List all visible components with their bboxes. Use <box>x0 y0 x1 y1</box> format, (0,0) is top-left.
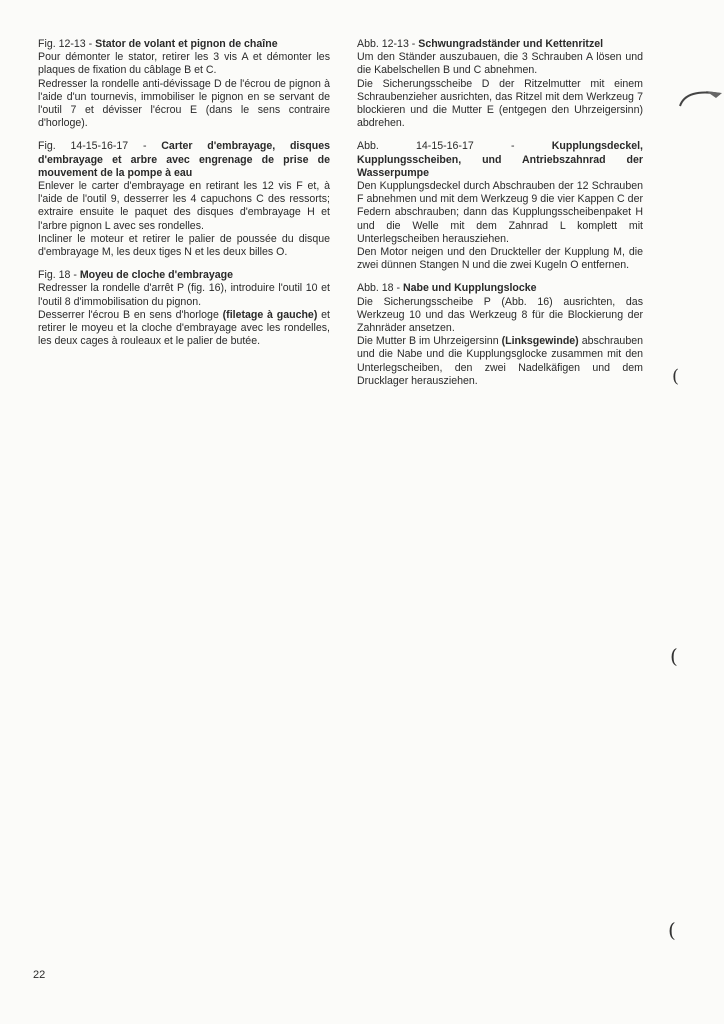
text-run: Den Kupplungsdeckel durch Abschrauben der 12 Schrauben F abnehmen und mit dem Werkzeug 9 die vier Kappen C der Federn abschrauben; dann das Kupplungsscheibenpaket H und die Welle mit dem Zahnrad L komplett mit Unterlegscheiben herausziehen. <box>357 180 643 245</box>
figure-ref: Fig. 18 - <box>38 269 80 282</box>
paragraph <box>357 180 643 246</box>
text-run: Die Sicherungsscheibe D der Ritzelmutter mit einem Schraubenzieher ausrichten, das Ritzel mit dem Werkzeug 7 blockieren und die Mutter E (entgegen den Uhrzeigersinn) abdrehen. <box>357 77 643 130</box>
paragraph <box>38 309 330 349</box>
paragraph <box>38 233 330 259</box>
page-number: 22 <box>33 969 46 981</box>
figure-ref: Abb. 18 - <box>357 282 403 295</box>
paragraph <box>357 296 643 336</box>
figure-ref: Fig. 12-13 - <box>38 38 96 50</box>
section-heading <box>38 38 330 51</box>
section-de-clutch-cover <box>357 140 643 272</box>
section-title: Carter d'embrayage, disques d'embrayage et arbre avec engrenage de prise de mouvement de la pompe à eau <box>38 140 330 179</box>
section-de-stator <box>357 38 643 130</box>
french-column <box>38 38 330 358</box>
paragraph <box>357 335 643 388</box>
section-fr-clutch-hub <box>38 269 330 348</box>
section-fr-stator <box>38 38 330 130</box>
text-run: Incliner le moteur et retirer le palier de poussée du disque d'embrayage M, les deux tiges N et les deux billes O. <box>38 232 330 259</box>
figure-ref: Abb. 14-15-16-17 - <box>357 140 552 153</box>
edge-mark: ( <box>668 918 676 942</box>
section-title: Kupplungsdeckel, Kupplungsscheiben, und Antriebszahnrad der Wasserpumpe <box>357 140 643 179</box>
text-run: Den Motor neigen und den Druckteller der Kupplung M, die zwei dünnen Stangen N und die zwei Kugeln O entfernen. <box>357 246 643 272</box>
text-run: Enlever le carter d'embrayage en retirant les 12 vis F et, à l'aide de l'outil 9, desserrer les 4 capuchons C des ressorts; extraire ensuite le paquet des disques d'embrayage H et l'arbre pignon L avec ses rondelles. <box>38 180 330 232</box>
german-column <box>357 38 643 398</box>
edge-mark: ( <box>672 366 680 387</box>
section-title: Moyeu de cloche d'embrayage <box>79 269 234 282</box>
paragraph <box>38 282 330 308</box>
section-fr-clutch-case <box>38 140 330 259</box>
section-heading <box>357 282 643 295</box>
text-run: Desserrer l'écrou B en sens d'horloge <box>38 308 223 321</box>
paragraph <box>357 246 643 272</box>
figure-ref: Fig. 14-15-16-17 - <box>38 140 162 153</box>
text-run: Die Sicherungsscheibe P (Abb. 16) ausrichten, das Werkzeug 10 und das Werkzeug 8 für die Blockierung der Zahnräder ansetzen. <box>357 295 643 335</box>
text-run: Redresser la rondelle d'arrêt P (fig. 16), introduire l'outil 10 et l'outil 8 d'immobilisation du pignon. <box>38 282 330 308</box>
paragraph <box>357 78 643 131</box>
text-run: abschrauben und die Nabe und die Kupplungsglocke zusammen mit den Unterlegscheiben, den zwei Nadelkäfigen und dem Drucklager herausziehen. <box>357 335 643 387</box>
section-de-hub <box>357 282 643 388</box>
binder-hook-mark <box>676 86 724 110</box>
section-heading <box>38 269 330 282</box>
text-run: Um den Ständer auszubauen, die 3 Schrauben A lösen und die Kabelschellen B und C abnehmen. <box>357 51 643 77</box>
paragraph <box>38 78 330 131</box>
paragraph <box>38 180 330 233</box>
section-heading <box>38 140 330 180</box>
text-run: et retirer le moyeu et la cloche d'embrayage avec les rondelles, les deux cages à rouleaux et le palier de butée. <box>38 308 330 348</box>
text-run-bold: (Linksgewinde) <box>501 335 579 348</box>
text-run: Die Mutter B im Uhrzeigersinn <box>357 335 502 348</box>
edge-mark: ( <box>670 644 678 668</box>
section-heading <box>357 38 643 51</box>
section-title: Schwungradständer und Kettenritzel <box>418 38 604 50</box>
text-run: Pour démonter le stator, retirer les 3 vis A et démonter les plaques de fixation du câblage B et C. <box>38 51 330 77</box>
paragraph <box>38 51 330 77</box>
section-title: Stator de volant et pignon de chaîne <box>95 38 278 50</box>
text-run: Redresser la rondelle anti-dévissage D de l'écrou de pignon à l'aide d'un tournevis, immobiliser le pignon en se servant de l'outil 7 et dévisser l'écrou E (dans le sens contraire d'horloge). <box>38 77 330 130</box>
section-heading <box>357 140 643 180</box>
figure-ref: Abb. 12-13 - <box>357 38 419 50</box>
paragraph <box>357 51 643 77</box>
text-run-bold: (filetage à gauche) <box>222 308 318 321</box>
section-title: Nabe und Kupplungslocke <box>402 282 537 295</box>
